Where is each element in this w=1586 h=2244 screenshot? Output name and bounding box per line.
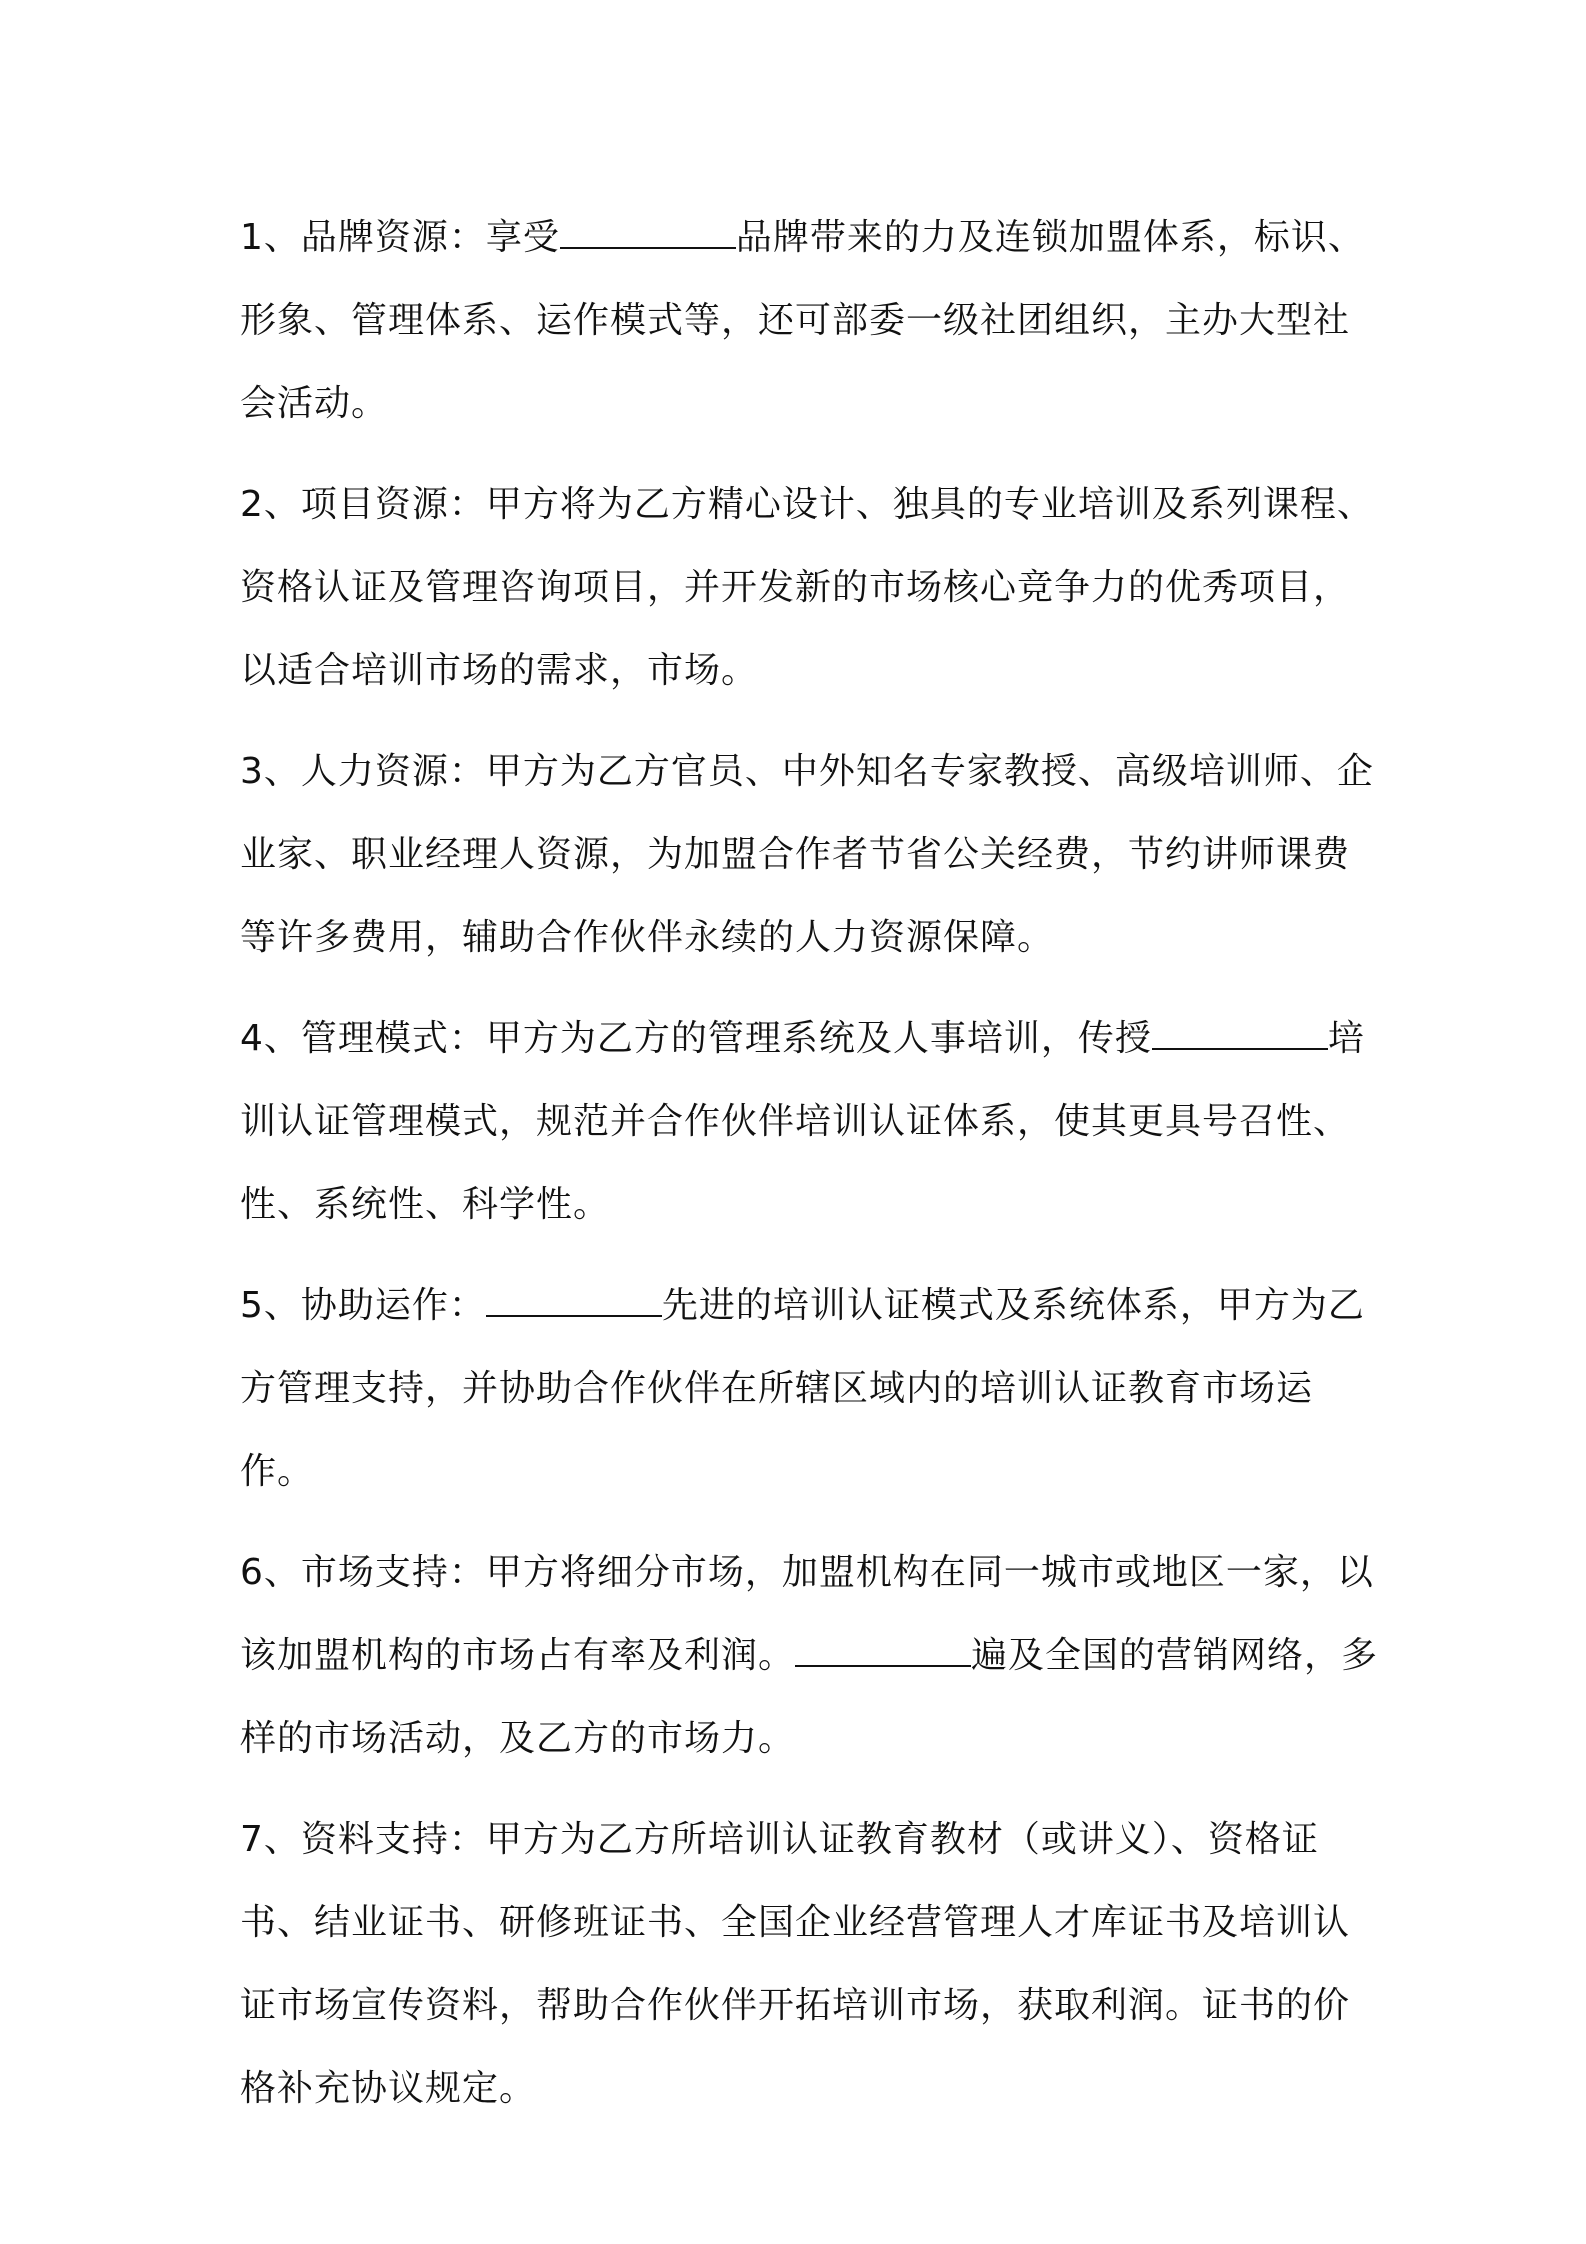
fill-in-blank [1152, 1008, 1328, 1050]
paragraph-text: 2、项目资源：甲方将为乙方精心设计、独具的专业培训及系列课程、资格认证及管理咨询项目，并开发新的市场核心竞争力的优秀项目，以适合培训市场的需求，市场。 [240, 484, 1374, 691]
paragraph-brand-resources [240, 196, 1386, 445]
paragraph-management-mode [240, 997, 1386, 1246]
paragraph-human-resources [240, 730, 1386, 979]
paragraph-text: 培训认证管理模式，规范并合作伙伴培训认证体系，使其更具号召性、性、系统性、科学性。 [240, 1018, 1365, 1225]
paragraph-market-support [240, 1531, 1386, 1780]
paragraph-text: 品牌带来的力及连锁加盟体系，标识、形象、管理体系、运作模式等，还可部委一级社团组织，主办大型社会活动。 [240, 217, 1365, 424]
paragraph-text: 5、协助运作： [240, 1285, 486, 1326]
paragraph-text: 7、资料支持：甲方为乙方所培训认证教育教材（或讲义）、资格证书、结业证书、研修班证书、全国企业经营管理人才库证书及培训认证市场宣传资料，帮助合作伙伴开拓培训市场，获取利润。证书的价格补充协议规定。 [240, 1819, 1351, 2109]
paragraph-materials-support [240, 1798, 1386, 2130]
paragraph-text: 遍及全国的营销网络，多样的市场活动，及乙方的市场力。 [240, 1635, 1379, 1759]
paragraph-text: 1、品牌资源：享受 [240, 217, 560, 258]
paragraph-text: 先进的培训认证模式及系统体系，甲方为乙方管理支持，并协助合作伙伴在所辖区域内的培训认证教育市场运作。 [240, 1285, 1365, 1492]
paragraph-operation-assistance [240, 1264, 1386, 1513]
paragraph-text: 4、管理模式：甲方为乙方的管理系统及人事培训，传授 [240, 1018, 1152, 1059]
document-body [240, 196, 1386, 2148]
paragraph-text: 3、人力资源：甲方为乙方官员、中外知名专家教授、高级培训师、企业家、职业经理人资源，为加盟合作者节省公关经费，节约讲师课费等许多费用，辅助合作伙伴永续的人力资源保障。 [240, 751, 1374, 958]
fill-in-blank [795, 1625, 971, 1667]
paragraph-text: 6、市场支持：甲方将细分市场，加盟机构在同一城市或地区一家，以该加盟机构的市场占有率及利润。 [240, 1552, 1374, 1676]
fill-in-blank [486, 1275, 662, 1317]
fill-in-blank [560, 207, 736, 249]
paragraph-project-resources [240, 463, 1386, 712]
